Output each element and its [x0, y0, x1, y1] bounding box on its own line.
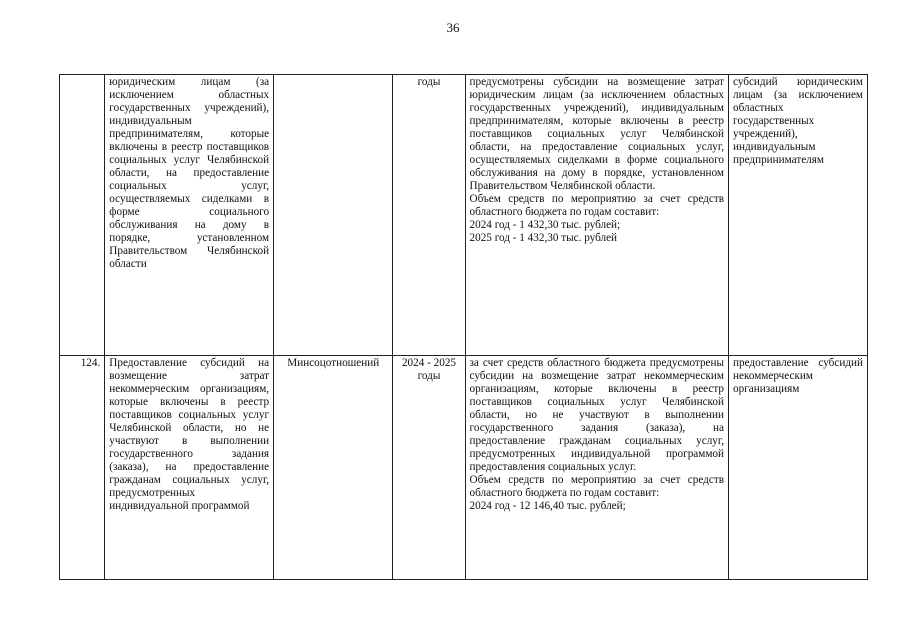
- measure-name: Предоставление субсидий на возмещение затрат некоммерческим организациям, которые включены в реестр поставщиков социальных услуг Челябинской области, но не участвуют в выполнении государственного задания (заказа), на предоставление гражданам социальных услуг, предусмотренных индивидуальной программой: [105, 356, 274, 580]
- description: [465, 356, 729, 580]
- description-paragraph: 2025 год - 1 432,30 тыс. рублей: [469, 232, 618, 244]
- table-row: [60, 75, 868, 356]
- description: [465, 75, 729, 356]
- description-paragraph: 2024 год - 1 432,30 тыс. рублей;: [469, 219, 621, 231]
- measures-table: [59, 74, 868, 580]
- executor: Минсоцотношений: [274, 356, 393, 580]
- description-paragraph: Объем средств по мероприятию за счет средств областного бюджета по годам составит:: [469, 193, 725, 218]
- years: 2024 - 2025 годы: [393, 356, 465, 580]
- description-paragraph: предусмотрены субсидии на возмещение затрат юридическим лицам (за исключением областных государственных учреждений), индивидуальным предпринимателям, которые включены в реестр поставщиков социальных услуг Челябинской области, на предоставление социальных услуг, осуществляемых сиделками в форме социального обслуживания на дому в порядке, установленном Правительством Челябинской области.: [469, 76, 725, 192]
- description-paragraph: за счет средств областного бюджета предусмотрены субсидии на возмещение затрат некоммерческим организациям, которые включены в реестр поставщиков социальных услуг Челябинской области, но не участвуют в выполнении государственного задания (заказа), на предоставление гражданам социальных услуг, предусмотренных индивидуальной программой предоставления социальных услуг.: [469, 357, 725, 473]
- executor: [274, 75, 393, 356]
- page-number: 36: [446, 20, 460, 35]
- expected-result: предоставление субсидий некоммерческим организациям: [729, 356, 868, 580]
- expected-result: субсидий юридическим лицам (за исключением областных государственных учреждений), индивидуальным предпринимателям: [729, 75, 868, 356]
- row-number: 124.: [60, 356, 105, 580]
- measure-name: юридическим лицам (за исключением областных государственных учреждений), индивидуальным предпринимателям, которые включены в реестр поставщиков социальных услуг Челябинской области, на предоставление социальных услуг, осуществляемых сиделками в форме социального обслуживания на дому в порядке, установленном Правительством Челябинской области: [105, 75, 274, 356]
- description-paragraph: 2024 год - 12 146,40 тыс. рублей;: [469, 500, 626, 512]
- years: годы: [393, 75, 465, 356]
- row-number: [60, 75, 105, 356]
- table-row: [60, 356, 868, 580]
- description-paragraph: Объем средств по мероприятию за счет средств областного бюджета по годам составит:: [469, 474, 725, 499]
